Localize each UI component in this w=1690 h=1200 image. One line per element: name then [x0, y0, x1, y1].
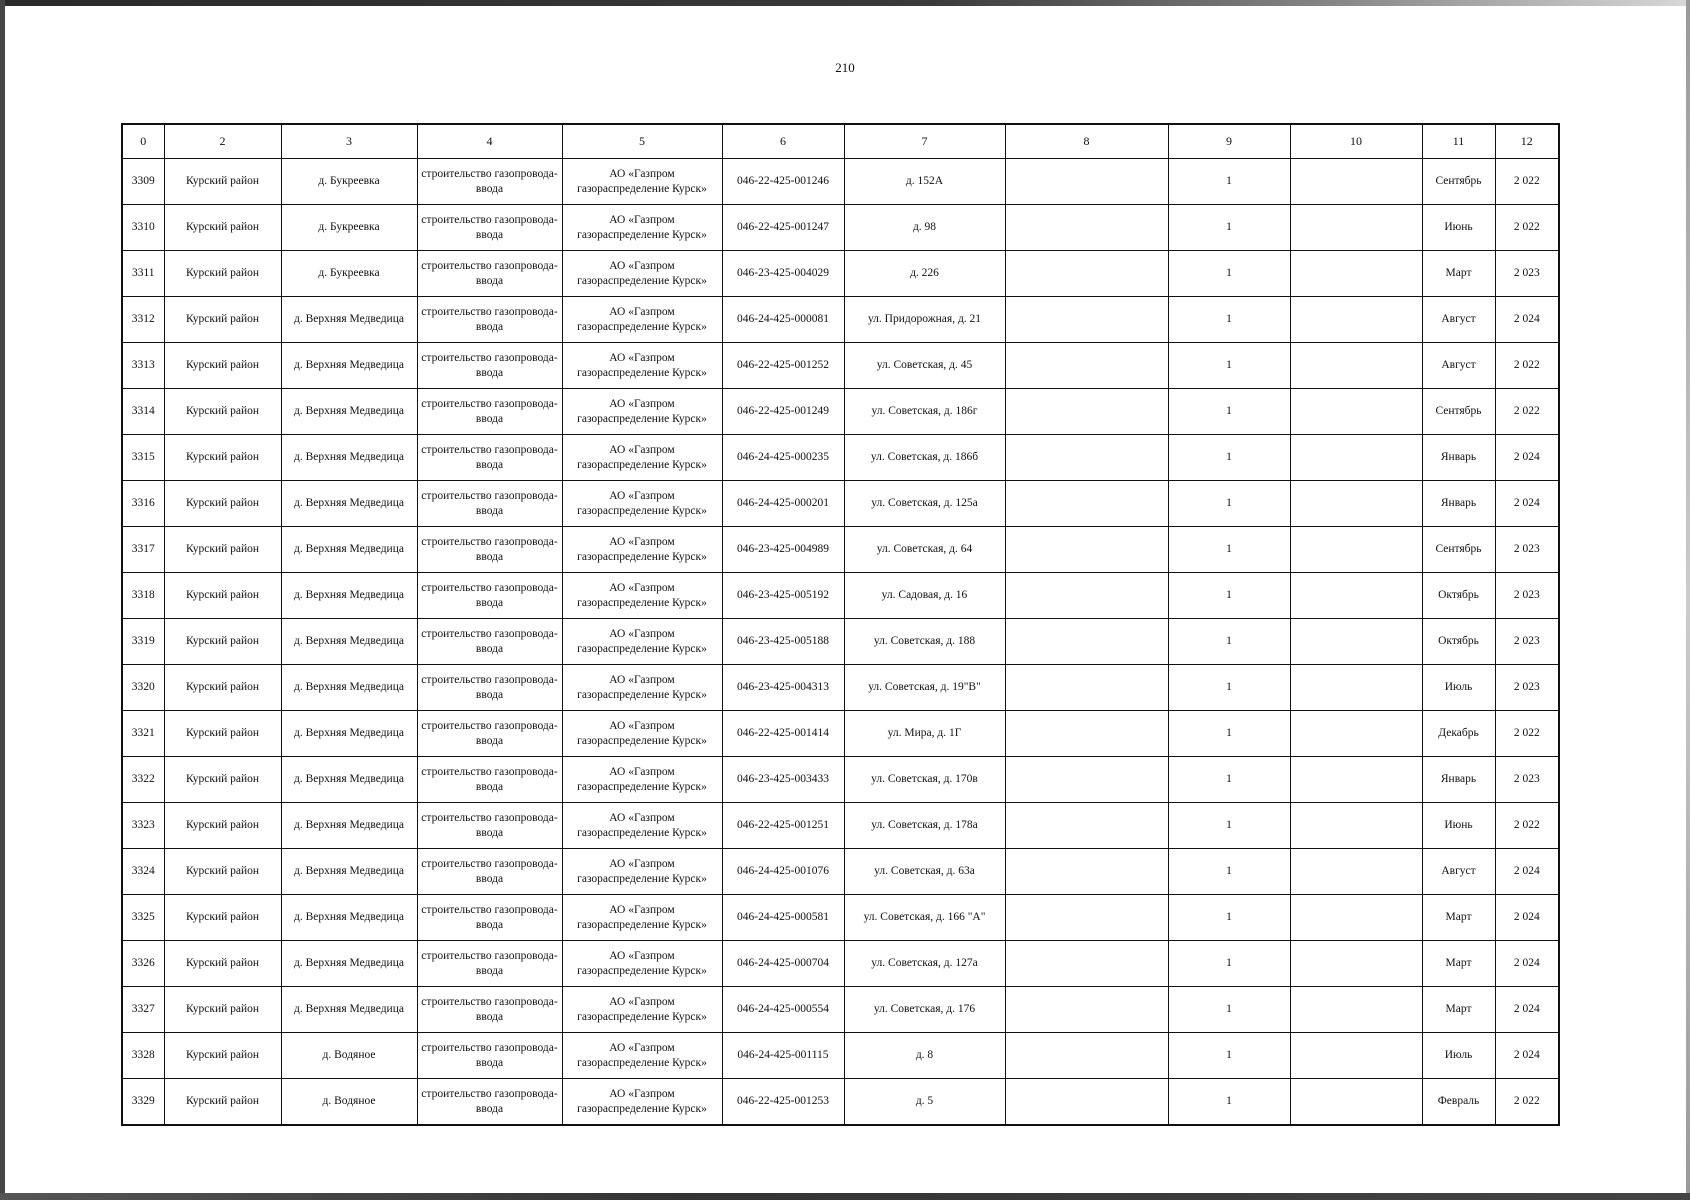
quantity-cell: 1 — [1168, 159, 1290, 205]
table-row — [122, 159, 1559, 205]
quantity-cell: 1 — [1168, 619, 1290, 665]
address-cell: ул. Советская, д. 127а — [844, 941, 1005, 987]
column-10-cell — [1290, 1033, 1422, 1079]
column-header: 0 — [122, 124, 164, 159]
column-8-cell — [1005, 757, 1168, 803]
scan-edge-left — [0, 0, 5, 1200]
table-row — [122, 987, 1559, 1033]
district-cell: Курский район — [164, 849, 281, 895]
organization-cell: АО «Газпром газораспределение Курск» — [562, 849, 722, 895]
table-row — [122, 481, 1559, 527]
column-10-cell — [1290, 619, 1422, 665]
row-number-cell: 3324 — [122, 849, 164, 895]
year-cell: 2 024 — [1495, 435, 1559, 481]
quantity-cell: 1 — [1168, 343, 1290, 389]
settlement-cell: д. Верхняя Медведица — [281, 895, 417, 941]
register-table — [121, 123, 1560, 1126]
column-10-cell — [1290, 1079, 1422, 1126]
column-10-cell — [1290, 159, 1422, 205]
district-cell: Курский район — [164, 573, 281, 619]
work-type-cell: строительство газопровода-ввода — [417, 297, 562, 343]
object-code-cell: 046-24-425-001076 — [722, 849, 844, 895]
object-code-cell: 046-22-425-001246 — [722, 159, 844, 205]
district-cell: Курский район — [164, 159, 281, 205]
district-cell: Курский район — [164, 665, 281, 711]
row-number-cell: 3311 — [122, 251, 164, 297]
year-cell: 2 023 — [1495, 757, 1559, 803]
row-number-cell: 3328 — [122, 1033, 164, 1079]
address-cell: ул. Советская, д. 64 — [844, 527, 1005, 573]
object-code-cell: 046-22-425-001252 — [722, 343, 844, 389]
settlement-cell: д. Верхняя Медведица — [281, 619, 417, 665]
column-8-cell — [1005, 619, 1168, 665]
row-number-cell: 3323 — [122, 803, 164, 849]
column-10-cell — [1290, 205, 1422, 251]
quantity-cell: 1 — [1168, 1033, 1290, 1079]
year-cell: 2 022 — [1495, 711, 1559, 757]
object-code-cell: 046-24-425-000554 — [722, 987, 844, 1033]
organization-cell: АО «Газпром газораспределение Курск» — [562, 481, 722, 527]
month-cell: Август — [1422, 849, 1495, 895]
column-10-cell — [1290, 297, 1422, 343]
district-cell: Курский район — [164, 987, 281, 1033]
work-type-cell: строительство газопровода-ввода — [417, 435, 562, 481]
address-cell: ул. Советская, д. 186г — [844, 389, 1005, 435]
column-8-cell — [1005, 573, 1168, 619]
row-number-cell: 3327 — [122, 987, 164, 1033]
quantity-cell: 1 — [1168, 297, 1290, 343]
work-type-cell: строительство газопровода-ввода — [417, 941, 562, 987]
column-header: 12 — [1495, 124, 1559, 159]
organization-cell: АО «Газпром газораспределение Курск» — [562, 251, 722, 297]
work-type-cell: строительство газопровода-ввода — [417, 205, 562, 251]
settlement-cell: д. Верхняя Медведица — [281, 803, 417, 849]
work-type-cell: строительство газопровода-ввода — [417, 803, 562, 849]
address-cell: ул. Советская, д. 188 — [844, 619, 1005, 665]
month-cell: Январь — [1422, 757, 1495, 803]
column-10-cell — [1290, 757, 1422, 803]
address-cell: д. 5 — [844, 1079, 1005, 1126]
organization-cell: АО «Газпром газораспределение Курск» — [562, 1079, 722, 1126]
column-8-cell — [1005, 527, 1168, 573]
settlement-cell: д. Водяное — [281, 1033, 417, 1079]
table-row — [122, 711, 1559, 757]
organization-cell: АО «Газпром газораспределение Курск» — [562, 803, 722, 849]
settlement-cell: д. Верхняя Медведица — [281, 849, 417, 895]
settlement-cell: д. Букреевка — [281, 159, 417, 205]
row-number-cell: 3317 — [122, 527, 164, 573]
year-cell: 2 023 — [1495, 665, 1559, 711]
quantity-cell: 1 — [1168, 573, 1290, 619]
table-row — [122, 849, 1559, 895]
column-10-cell — [1290, 803, 1422, 849]
month-cell: Март — [1422, 987, 1495, 1033]
column-10-cell — [1290, 251, 1422, 297]
district-cell: Курский район — [164, 803, 281, 849]
month-cell: Январь — [1422, 435, 1495, 481]
organization-cell: АО «Газпром газораспределение Курск» — [562, 159, 722, 205]
address-cell: ул. Садовая, д. 16 — [844, 573, 1005, 619]
address-cell: д. 152А — [844, 159, 1005, 205]
column-10-cell — [1290, 389, 1422, 435]
month-cell: Август — [1422, 343, 1495, 389]
column-header: 4 — [417, 124, 562, 159]
row-number-cell: 3316 — [122, 481, 164, 527]
table-row — [122, 895, 1559, 941]
column-8-cell — [1005, 435, 1168, 481]
year-cell: 2 024 — [1495, 941, 1559, 987]
scan-edge-right — [1686, 0, 1690, 1200]
organization-cell: АО «Газпром газораспределение Курск» — [562, 1033, 722, 1079]
column-header: 2 — [164, 124, 281, 159]
district-cell: Курский район — [164, 757, 281, 803]
quantity-cell: 1 — [1168, 895, 1290, 941]
quantity-cell: 1 — [1168, 665, 1290, 711]
month-cell: Сентябрь — [1422, 389, 1495, 435]
organization-cell: АО «Газпром газораспределение Курск» — [562, 665, 722, 711]
table-row — [122, 251, 1559, 297]
month-cell: Декабрь — [1422, 711, 1495, 757]
settlement-cell: д. Верхняя Медведица — [281, 389, 417, 435]
month-cell: Июль — [1422, 1033, 1495, 1079]
column-8-cell — [1005, 159, 1168, 205]
settlement-cell: д. Верхняя Медведица — [281, 481, 417, 527]
row-number-cell: 3310 — [122, 205, 164, 251]
organization-cell: АО «Газпром газораспределение Курск» — [562, 987, 722, 1033]
year-cell: 2 023 — [1495, 573, 1559, 619]
year-cell: 2 024 — [1495, 987, 1559, 1033]
table-row — [122, 343, 1559, 389]
district-cell: Курский район — [164, 481, 281, 527]
row-number-cell: 3325 — [122, 895, 164, 941]
page-number: 210 — [835, 60, 855, 75]
table-body — [122, 159, 1559, 1126]
month-cell: Июнь — [1422, 205, 1495, 251]
month-cell: Июнь — [1422, 803, 1495, 849]
column-10-cell — [1290, 481, 1422, 527]
organization-cell: АО «Газпром газораспределение Курск» — [562, 343, 722, 389]
year-cell: 2 022 — [1495, 389, 1559, 435]
row-number-cell: 3322 — [122, 757, 164, 803]
settlement-cell: д. Букреевка — [281, 205, 417, 251]
object-code-cell: 046-24-425-000581 — [722, 895, 844, 941]
table-row — [122, 1033, 1559, 1079]
object-code-cell: 046-24-425-000081 — [722, 297, 844, 343]
column-8-cell — [1005, 803, 1168, 849]
month-cell: Август — [1422, 297, 1495, 343]
settlement-cell: д. Верхняя Медведица — [281, 343, 417, 389]
column-10-cell — [1290, 573, 1422, 619]
settlement-cell: д. Верхняя Медведица — [281, 941, 417, 987]
year-cell: 2 023 — [1495, 619, 1559, 665]
district-cell: Курский район — [164, 711, 281, 757]
district-cell: Курский район — [164, 1079, 281, 1126]
month-cell: Октябрь — [1422, 619, 1495, 665]
column-10-cell — [1290, 941, 1422, 987]
address-cell: ул. Советская, д. 45 — [844, 343, 1005, 389]
row-number-cell: 3319 — [122, 619, 164, 665]
district-cell: Курский район — [164, 619, 281, 665]
district-cell: Курский район — [164, 1033, 281, 1079]
work-type-cell: строительство газопровода-ввода — [417, 757, 562, 803]
work-type-cell: строительство газопровода-ввода — [417, 665, 562, 711]
row-number-cell: 3309 — [122, 159, 164, 205]
district-cell: Курский район — [164, 251, 281, 297]
year-cell: 2 024 — [1495, 297, 1559, 343]
table-row — [122, 297, 1559, 343]
object-code-cell: 046-23-425-005192 — [722, 573, 844, 619]
address-cell: ул. Советская, д. 178а — [844, 803, 1005, 849]
year-cell: 2 022 — [1495, 1079, 1559, 1126]
table-row — [122, 619, 1559, 665]
quantity-cell: 1 — [1168, 389, 1290, 435]
column-8-cell — [1005, 205, 1168, 251]
table-row — [122, 757, 1559, 803]
column-8-cell — [1005, 665, 1168, 711]
column-10-cell — [1290, 435, 1422, 481]
column-header: 8 — [1005, 124, 1168, 159]
address-cell: ул. Советская, д. 19"В" — [844, 665, 1005, 711]
column-8-cell — [1005, 987, 1168, 1033]
table-row — [122, 803, 1559, 849]
address-cell: д. 226 — [844, 251, 1005, 297]
row-number-cell: 3315 — [122, 435, 164, 481]
row-number-cell: 3321 — [122, 711, 164, 757]
work-type-cell: строительство газопровода-ввода — [417, 159, 562, 205]
settlement-cell: д. Верхняя Медведица — [281, 297, 417, 343]
column-header: 5 — [562, 124, 722, 159]
month-cell: Июль — [1422, 665, 1495, 711]
quantity-cell: 1 — [1168, 205, 1290, 251]
row-number-cell: 3326 — [122, 941, 164, 987]
object-code-cell: 046-22-425-001251 — [722, 803, 844, 849]
quantity-cell: 1 — [1168, 1079, 1290, 1126]
column-10-cell — [1290, 527, 1422, 573]
row-number-cell: 3320 — [122, 665, 164, 711]
column-8-cell — [1005, 1033, 1168, 1079]
object-code-cell: 046-24-425-000235 — [722, 435, 844, 481]
column-8-cell — [1005, 849, 1168, 895]
organization-cell: АО «Газпром газораспределение Курск» — [562, 527, 722, 573]
table-row — [122, 205, 1559, 251]
column-header: 3 — [281, 124, 417, 159]
column-8-cell — [1005, 251, 1168, 297]
month-cell: Сентябрь — [1422, 159, 1495, 205]
settlement-cell: д. Верхняя Медведица — [281, 757, 417, 803]
settlement-cell: д. Верхняя Медведица — [281, 435, 417, 481]
object-code-cell: 046-24-425-000201 — [722, 481, 844, 527]
scan-edge-top — [0, 0, 1690, 6]
month-cell: Март — [1422, 895, 1495, 941]
column-header: 7 — [844, 124, 1005, 159]
column-10-cell — [1290, 343, 1422, 389]
organization-cell: АО «Газпром газораспределение Курск» — [562, 941, 722, 987]
column-header: 6 — [722, 124, 844, 159]
row-number-cell: 3312 — [122, 297, 164, 343]
object-code-cell: 046-23-425-004313 — [722, 665, 844, 711]
district-cell: Курский район — [164, 343, 281, 389]
organization-cell: АО «Газпром газораспределение Курск» — [562, 895, 722, 941]
settlement-cell: д. Верхняя Медведица — [281, 665, 417, 711]
quantity-cell: 1 — [1168, 941, 1290, 987]
month-cell: Февраль — [1422, 1079, 1495, 1126]
column-header: 9 — [1168, 124, 1290, 159]
work-type-cell: строительство газопровода-ввода — [417, 1079, 562, 1126]
table-row — [122, 389, 1559, 435]
year-cell: 2 022 — [1495, 159, 1559, 205]
column-8-cell — [1005, 343, 1168, 389]
district-cell: Курский район — [164, 941, 281, 987]
quantity-cell: 1 — [1168, 481, 1290, 527]
district-cell: Курский район — [164, 895, 281, 941]
column-8-cell — [1005, 941, 1168, 987]
organization-cell: АО «Газпром газораспределение Курск» — [562, 389, 722, 435]
district-cell: Курский район — [164, 389, 281, 435]
quantity-cell: 1 — [1168, 251, 1290, 297]
organization-cell: АО «Газпром газораспределение Курск» — [562, 435, 722, 481]
column-10-cell — [1290, 895, 1422, 941]
work-type-cell: строительство газопровода-ввода — [417, 573, 562, 619]
column-8-cell — [1005, 481, 1168, 527]
district-cell: Курский район — [164, 435, 281, 481]
object-code-cell: 046-24-425-001115 — [722, 1033, 844, 1079]
organization-cell: АО «Газпром газораспределение Курск» — [562, 757, 722, 803]
object-code-cell: 046-24-425-000704 — [722, 941, 844, 987]
address-cell: ул. Придорожная, д. 21 — [844, 297, 1005, 343]
quantity-cell: 1 — [1168, 987, 1290, 1033]
address-cell: д. 98 — [844, 205, 1005, 251]
object-code-cell: 046-22-425-001247 — [722, 205, 844, 251]
address-cell: ул. Советская, д. 176 — [844, 987, 1005, 1033]
month-cell: Март — [1422, 251, 1495, 297]
table-row — [122, 941, 1559, 987]
object-code-cell: 046-22-425-001249 — [722, 389, 844, 435]
table-row — [122, 573, 1559, 619]
year-cell: 2 024 — [1495, 895, 1559, 941]
scan-edge-bottom — [0, 1193, 1690, 1200]
quantity-cell: 1 — [1168, 757, 1290, 803]
object-code-cell: 046-23-425-003433 — [722, 757, 844, 803]
year-cell: 2 023 — [1495, 527, 1559, 573]
address-cell: ул. Советская, д. 125а — [844, 481, 1005, 527]
settlement-cell: д. Букреевка — [281, 251, 417, 297]
row-number-cell: 3318 — [122, 573, 164, 619]
settlement-cell: д. Водяное — [281, 1079, 417, 1126]
district-cell: Курский район — [164, 297, 281, 343]
organization-cell: АО «Газпром газораспределение Курск» — [562, 619, 722, 665]
column-10-cell — [1290, 987, 1422, 1033]
month-cell: Октябрь — [1422, 573, 1495, 619]
settlement-cell: д. Верхняя Медведица — [281, 987, 417, 1033]
organization-cell: АО «Газпром газораспределение Курск» — [562, 573, 722, 619]
column-8-cell — [1005, 297, 1168, 343]
month-cell: Сентябрь — [1422, 527, 1495, 573]
address-cell: д. 8 — [844, 1033, 1005, 1079]
year-cell: 2 024 — [1495, 481, 1559, 527]
table-row — [122, 1079, 1559, 1126]
quantity-cell: 1 — [1168, 527, 1290, 573]
work-type-cell: строительство газопровода-ввода — [417, 343, 562, 389]
object-code-cell: 046-23-425-004989 — [722, 527, 844, 573]
column-header: 11 — [1422, 124, 1495, 159]
column-8-cell — [1005, 895, 1168, 941]
year-cell: 2 022 — [1495, 205, 1559, 251]
work-type-cell: строительство газопровода-ввода — [417, 251, 562, 297]
work-type-cell: строительство газопровода-ввода — [417, 481, 562, 527]
work-type-cell: строительство газопровода-ввода — [417, 895, 562, 941]
organization-cell: АО «Газпром газораспределение Курск» — [562, 205, 722, 251]
district-cell: Курский район — [164, 527, 281, 573]
row-number-cell: 3314 — [122, 389, 164, 435]
month-cell: Март — [1422, 941, 1495, 987]
column-8-cell — [1005, 389, 1168, 435]
district-cell: Курский район — [164, 205, 281, 251]
column-8-cell — [1005, 711, 1168, 757]
work-type-cell: строительство газопровода-ввода — [417, 711, 562, 757]
month-cell: Январь — [1422, 481, 1495, 527]
work-type-cell: строительство газопровода-ввода — [417, 849, 562, 895]
work-type-cell: строительство газопровода-ввода — [417, 619, 562, 665]
work-type-cell: строительство газопровода-ввода — [417, 389, 562, 435]
quantity-cell: 1 — [1168, 711, 1290, 757]
column-header: 10 — [1290, 124, 1422, 159]
object-code-cell: 046-23-425-004029 — [722, 251, 844, 297]
column-8-cell — [1005, 1079, 1168, 1126]
address-cell: ул. Советская, д. 186б — [844, 435, 1005, 481]
quantity-cell: 1 — [1168, 849, 1290, 895]
year-cell: 2 022 — [1495, 343, 1559, 389]
row-number-cell: 3329 — [122, 1079, 164, 1126]
organization-cell: АО «Газпром газораспределение Курск» — [562, 711, 722, 757]
row-number-cell: 3313 — [122, 343, 164, 389]
address-cell: ул. Советская, д. 63а — [844, 849, 1005, 895]
table-row — [122, 665, 1559, 711]
settlement-cell: д. Верхняя Медведица — [281, 573, 417, 619]
table-row — [122, 527, 1559, 573]
year-cell: 2 024 — [1495, 1033, 1559, 1079]
object-code-cell: 046-23-425-005188 — [722, 619, 844, 665]
column-10-cell — [1290, 849, 1422, 895]
year-cell: 2 022 — [1495, 803, 1559, 849]
header-row — [122, 124, 1559, 159]
work-type-cell: строительство газопровода-ввода — [417, 987, 562, 1033]
year-cell: 2 024 — [1495, 849, 1559, 895]
address-cell: ул. Мира, д. 1Г — [844, 711, 1005, 757]
settlement-cell: д. Верхняя Медведица — [281, 527, 417, 573]
table-row — [122, 435, 1559, 481]
work-type-cell: строительство газопровода-ввода — [417, 1033, 562, 1079]
year-cell: 2 023 — [1495, 251, 1559, 297]
work-type-cell: строительство газопровода-ввода — [417, 527, 562, 573]
organization-cell: АО «Газпром газораспределение Курск» — [562, 297, 722, 343]
quantity-cell: 1 — [1168, 435, 1290, 481]
column-10-cell — [1290, 665, 1422, 711]
quantity-cell: 1 — [1168, 803, 1290, 849]
settlement-cell: д. Верхняя Медведица — [281, 711, 417, 757]
column-10-cell — [1290, 711, 1422, 757]
address-cell: ул. Советская, д. 170в — [844, 757, 1005, 803]
object-code-cell: 046-22-425-001253 — [722, 1079, 844, 1126]
object-code-cell: 046-22-425-001414 — [722, 711, 844, 757]
address-cell: ул. Советская, д. 166 "А" — [844, 895, 1005, 941]
